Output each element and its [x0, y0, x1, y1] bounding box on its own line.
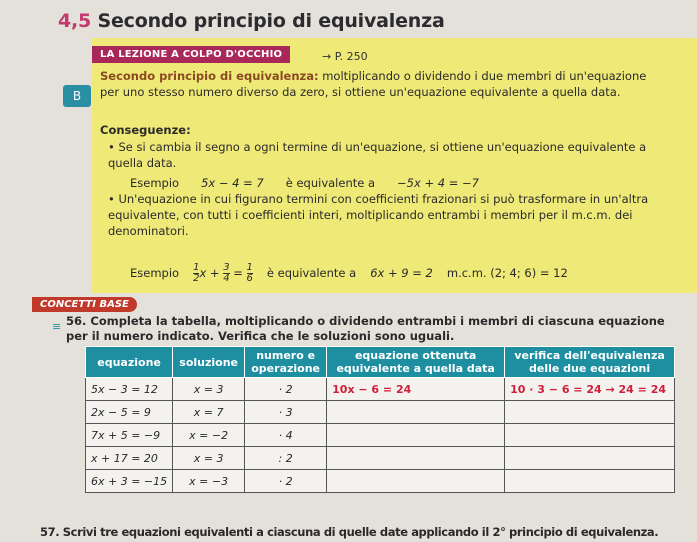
exercise-57: 57. Scrivi tre equazioni equivalenti a ciascuna di quelle date applicando il 2° principio di equivalenza.	[40, 525, 659, 539]
verification-cell[interactable]	[505, 424, 675, 447]
result-cell[interactable]	[327, 470, 505, 493]
equation-cell: 2x − 5 = 9	[86, 401, 173, 424]
table-row	[86, 470, 675, 493]
solution-cell: x = 3	[173, 447, 245, 470]
solution-cell: x = −3	[173, 470, 245, 493]
bullet-2: • Un'equazione in cui figurano termini con coefficienti frazionari si può trasformare in un'altra equivalente, con tutti i coefficienti interi, moltiplicando entrambi i membri per il m.c.m. dei denominatori.	[108, 192, 649, 238]
solution-cell: x = −2	[173, 424, 245, 447]
page-reference: → P. 250	[322, 50, 368, 63]
list-icon: ≡	[52, 320, 62, 333]
operation-cell: · 2	[245, 470, 327, 493]
verification-cell[interactable]: 10 · 3 − 6 = 24 → 24 = 24	[505, 378, 675, 401]
consequences-label: Conseguenze:	[100, 123, 191, 137]
equation-cell: x + 17 = 20	[86, 447, 173, 470]
table-row	[86, 401, 675, 424]
bullet-1: • Se si cambia il segno a ogni termine di un'equazione, si ottiene un'equazione equivalente a quella data.	[108, 140, 647, 170]
table-header: equazione soluzione numero e operazione equazione ottenuta equivalente a quella data verifica dell'equivalenza delle due equazioni	[86, 347, 675, 378]
page-title: 4,5 Secondo principio di equivalenza	[58, 10, 445, 32]
b-badge-icon: B	[63, 85, 91, 107]
operation-cell: · 2	[245, 378, 327, 401]
lesson-tag: LA LEZIONE A COLPO D'OCCHIO	[92, 46, 290, 63]
equation-cell: 6x + 3 = −15	[86, 470, 173, 493]
operation-cell: · 3	[245, 401, 327, 424]
table-row	[86, 378, 675, 401]
result-cell[interactable]	[327, 424, 505, 447]
verification-cell[interactable]	[505, 447, 675, 470]
solution-cell: x = 3	[173, 378, 245, 401]
operation-cell: : 2	[245, 447, 327, 470]
verification-cell[interactable]	[505, 401, 675, 424]
table-row	[86, 447, 675, 470]
exercise-table	[85, 346, 675, 493]
principle: Secondo principio di equivalenza: moltiplicando o dividendo i due membri di un'equazione per uno stesso numero diverso da zero, si ottiene un'equazione equivalente a quella data.	[100, 69, 647, 99]
verification-cell[interactable]	[505, 470, 675, 493]
solution-cell: x = 7	[173, 401, 245, 424]
example-1: Esempio 5x − 4 = 7 è equivalente a −5x + 4 = −7	[130, 176, 479, 190]
result-cell[interactable]	[327, 401, 505, 424]
equation-cell: 5x − 3 = 12	[86, 378, 173, 401]
fraction-equation: $\frac{1}{2}$ x + $\frac{3}{4}$ = $\frac{1}{6}$	[193, 261, 253, 284]
table-row	[86, 424, 675, 447]
example-2: Esempio $\frac{1}{2}$ x + $\frac{3}{4}$ = $\frac{1}{6}$ è equivalente a 6x + 9 = 2 m.c.m. (2; 4; 6) = 12	[130, 261, 568, 284]
result-cell[interactable]	[327, 447, 505, 470]
result-cell[interactable]: 10x − 6 = 24	[327, 378, 505, 401]
equation-cell: 7x + 5 = −9	[86, 424, 173, 447]
exercise-56: 56. Completa la tabella, moltiplicando o dividendo entrambi i membri di ciascuna equazione per il numero indicato. Verifica che le soluzioni sono uguali.	[66, 314, 665, 343]
concetti-base-tag: CONCETTI BASE	[32, 297, 137, 312]
operation-cell: · 4	[245, 424, 327, 447]
